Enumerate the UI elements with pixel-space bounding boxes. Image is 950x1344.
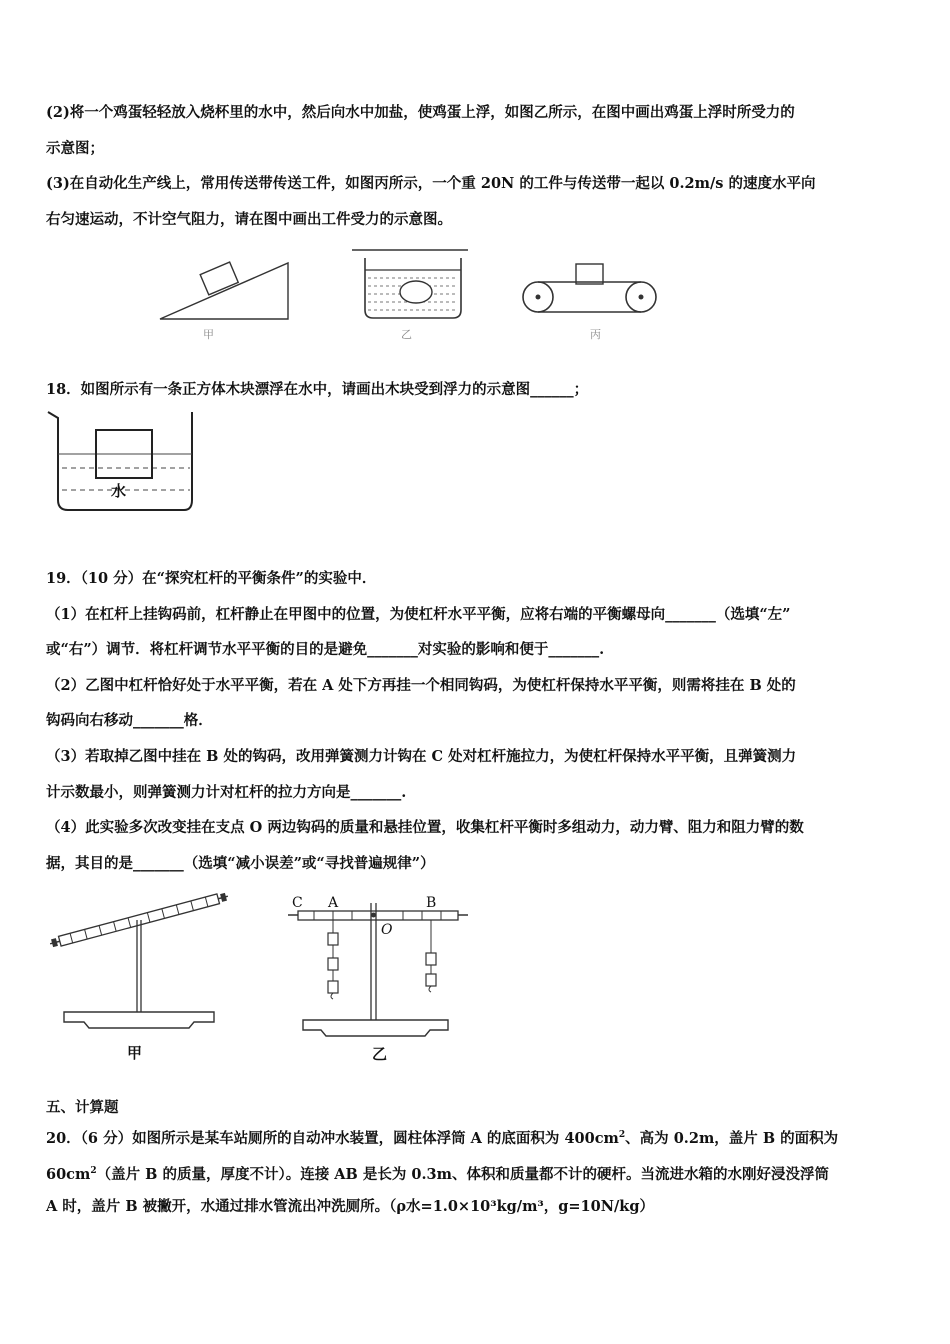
q20-line1: 20．（6 分）如图所示是某车站厕所的自动冲水装置，圆柱体浮筒 A 的底面积为 $400cm^2$、高为 0.2m，盖片 B 的面积为: [46, 1129, 839, 1147]
point-label-o: O: [381, 922, 393, 938]
lever-balanced-figure: [288, 898, 468, 1043]
q19-p4-line2: 据，其目的是_______（选填“减小误差”或“寻找普遍规律”）: [46, 855, 435, 872]
q17-part3-line2: 右匀速运动，不计空气阻力，请在图中画出工件受力的示意图。: [46, 211, 452, 228]
floating-block-figure: [44, 408, 199, 518]
q19-p3-line1: （3）若取掉乙图中挂在 B 处的钩码，改用弹簧测力计钩在 C 处对杠杆施拉力，为使杠杆保持水平平衡，且弹簧测力: [46, 748, 797, 765]
q19-title: 19．（10 分）在“探究杠杆的平衡条件”的实验中．: [46, 570, 377, 587]
lever-tilted-figure: [44, 890, 234, 1040]
point-label-c: C: [292, 895, 303, 911]
q19-p2-line2: 钩码向右移动_______格．: [46, 712, 213, 729]
q18-text: 18．如图所示有一条正方体木块漂浮在水中，请画出木块受到浮力的示意图______；: [46, 381, 589, 398]
point-label-a: A: [328, 895, 339, 911]
fig-label-yi-17: 乙: [401, 328, 412, 341]
fig-label-bing-17: 丙: [590, 328, 601, 341]
q17-part3-line1: (3)在自动化生产线上，常用传送带传送工件，如图丙所示，一个重 20N 的工件与传送带一起以 0.2m/s 的速度水平向: [46, 175, 816, 192]
q19-p1-line2: 或“右”）调节．将杠杆调节水平平衡的目的是避免_______对实验的影响和便于_______.: [46, 641, 605, 658]
q19-p1-line1: （1）在杠杆上挂钩码前，杠杆静止在甲图中的位置，为使杠杆水平平衡，应将右端的平衡螺母向_______（选填“左”: [46, 606, 791, 623]
section5-heading: 五、计算题: [46, 1099, 119, 1116]
conveyor-figure: [518, 260, 663, 320]
water-label: 水: [111, 482, 127, 500]
fig-label-jia-17: 甲: [203, 328, 214, 341]
q19-p4-line1: （4）此实验多次改变挂在支点 O 两边钩码的质量和悬挂位置，收集杠杆平衡时多组动力，动力臂、阻力和阻力臂的数: [46, 819, 804, 836]
q19-p2-line1: （2）乙图中杠杆恰好处于水平平衡，若在 A 处下方再挂一个相同钩码，为使杠杆保持水平平衡，则需将挂在 B 处的: [46, 677, 796, 694]
fig-label-yi-19: 乙: [372, 1045, 388, 1063]
beaker-egg-figure: [350, 248, 470, 323]
q20-line3: A 时，盖片 B 被撇开，水通过排水管流出冲洗厕所。（ρ水=1.0×10³kg/m³，g=10N/kg）: [46, 1198, 654, 1215]
point-label-b: B: [426, 895, 437, 911]
q19-p3-line2: 计示数最小，则弹簧测力计对杠杆的拉力方向是_______.: [46, 784, 407, 801]
q17-part2-line1: (2)将一个鸡蛋轻轻放入烧杯里的水中，然后向水中加盐，使鸡蛋上浮，如图乙所示，在图中画出鸡蛋上浮时所受力的: [46, 104, 795, 121]
q17-part2-line2: 示意图；: [46, 140, 104, 157]
fig-label-jia-19: 甲: [127, 1044, 143, 1062]
incline-figure: [155, 255, 295, 325]
q20-line2: $60cm^2$（盖片 B 的质量，厚度不计）。连接 AB 是长为 0.3m、体积和质量都不计的硬杆。当流进水箱的水刚好浸没浮筒: [46, 1165, 829, 1183]
